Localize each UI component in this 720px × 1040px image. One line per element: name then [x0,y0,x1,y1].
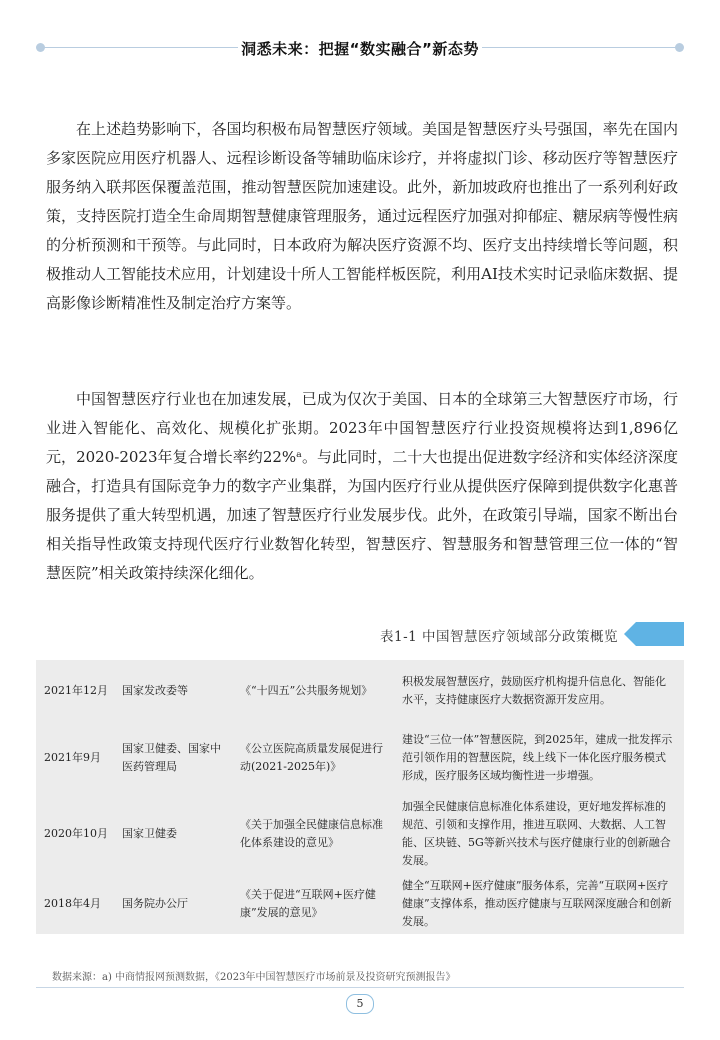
table-row [36,660,684,722]
table-row [36,794,684,874]
caption-arrow-icon [624,622,684,646]
paragraph-1: 在上述趋势影响下，各国均积极布局智慧医疗领域。美国是智慧医疗头号强国，率先在国内多家医院应用医疗机器人、远程诊断设备等辅助临床诊疗，并将虚拟门诊、移动医疗等智慧医疗服务纳入联邦医保覆盖范围，推动智慧医院加速建设。此外，新加坡政府也推出了一系列利好政策，支持医院打造全生命周期智慧健康管理服务，通过远程医疗加强对抑郁症、糖尿病等慢性病的分析预测和干预等。与此同时，日本政府为解决医疗资源不均、医疗支出持续增长等问题，积极推动人工智能技术应用，计划建设十所人工智能样板医院，利用AI技术实时记录临床数据、提高影像诊断精准性及制定治疗方案等。 [46,120,678,312]
policy-document: 《“十四五”公共服务规划》 [240,684,373,697]
page-header [36,36,684,60]
policy-date: 2021年9月 [44,751,101,764]
data-source-note: 数据来源：a) 中商情报网预测数据，《2023年中国智慧医疗市场前景及投资研究预测报告》 [52,972,456,983]
policy-department: 国务院办公厅 [122,897,188,910]
policy-description: 建设“三位一体”智慧医院，到2025年，建成一批发挥示范引领作用的智慧医院，线上线下一体化医疗服务模式形成，医疗服务区域均衡性进一步增强。 [402,733,673,782]
policy-document: 《关于促进“互联网+医疗健康”发展的意见》 [240,888,376,919]
policy-document: 《公立医院高质量发展促进行动(2021-2025年)》 [240,742,383,773]
policy-description: 健全“互联网+医疗健康”服务体系，完善“互联网+医疗健康”支撑体系，推动医疗健康与互联网深度融合和创新发展。 [402,879,672,928]
table-row [36,874,684,934]
policy-description: 加强全民健康信息标准化体系建设，更好地发挥标准的规范、引领和支撑作用，推进互联网、大数据、人工智能、区块链、5G等新兴技术与医疗健康行业的创新融合发展。 [402,800,671,867]
header-right-rule [482,47,676,48]
paragraph-2: 中国智慧医疗行业也在加速发展，已成为仅次于美国、日本的全球第三大智慧医疗市场，行业进入智能化、高效化、规模化扩张期。2023年中国智慧医疗行业投资规模将达到1,896亿元，2020-2023年复合增长率约22%ᵃ。与此同时，二十大也提出促进数字经济和实体经济深度融合，打造具有国际竞争力的数字产业集群，为国内医疗行业从提供医疗保障到提供数字化惠普服务提供了重大转型机遇，加速了智慧医疗行业发展步伐。此外，在政策引导端，国家不断出台相关指导性政策支持现代医疗行业数智化转型，智慧医疗、智慧服务和智慧管理三位一体的“智慧医院”相关政策持续深化细化。 [46,390,678,582]
policy-department: 国家发改委等 [122,684,188,697]
table-caption: 表1-1 中国智慧医疗领域部分政策概览 [380,629,619,645]
policy-date: 2018年4月 [44,897,101,910]
page-number: 5 [346,994,374,1014]
table-caption-bar [380,622,684,646]
policy-date: 2020年10月 [44,827,108,840]
policy-description: 积极发展智慧医疗，鼓励医疗机构提升信息化、智能化水平，支持健康医疗大数据资源开发应用。 [402,675,666,706]
policy-department: 国家卫健委、国家中医药管理局 [122,742,221,773]
header-right-dot [675,43,684,52]
header-title: 洞悉未来：把握“数实融合”新态势 [241,40,479,58]
policy-date: 2021年12月 [44,684,108,697]
table-row [36,722,684,794]
policy-table [36,660,684,934]
policy-department: 国家卫健委 [122,827,177,840]
policy-document: 《关于加强全民健康信息标准化体系建设的意见》 [240,818,383,849]
footer-rule [36,987,684,988]
